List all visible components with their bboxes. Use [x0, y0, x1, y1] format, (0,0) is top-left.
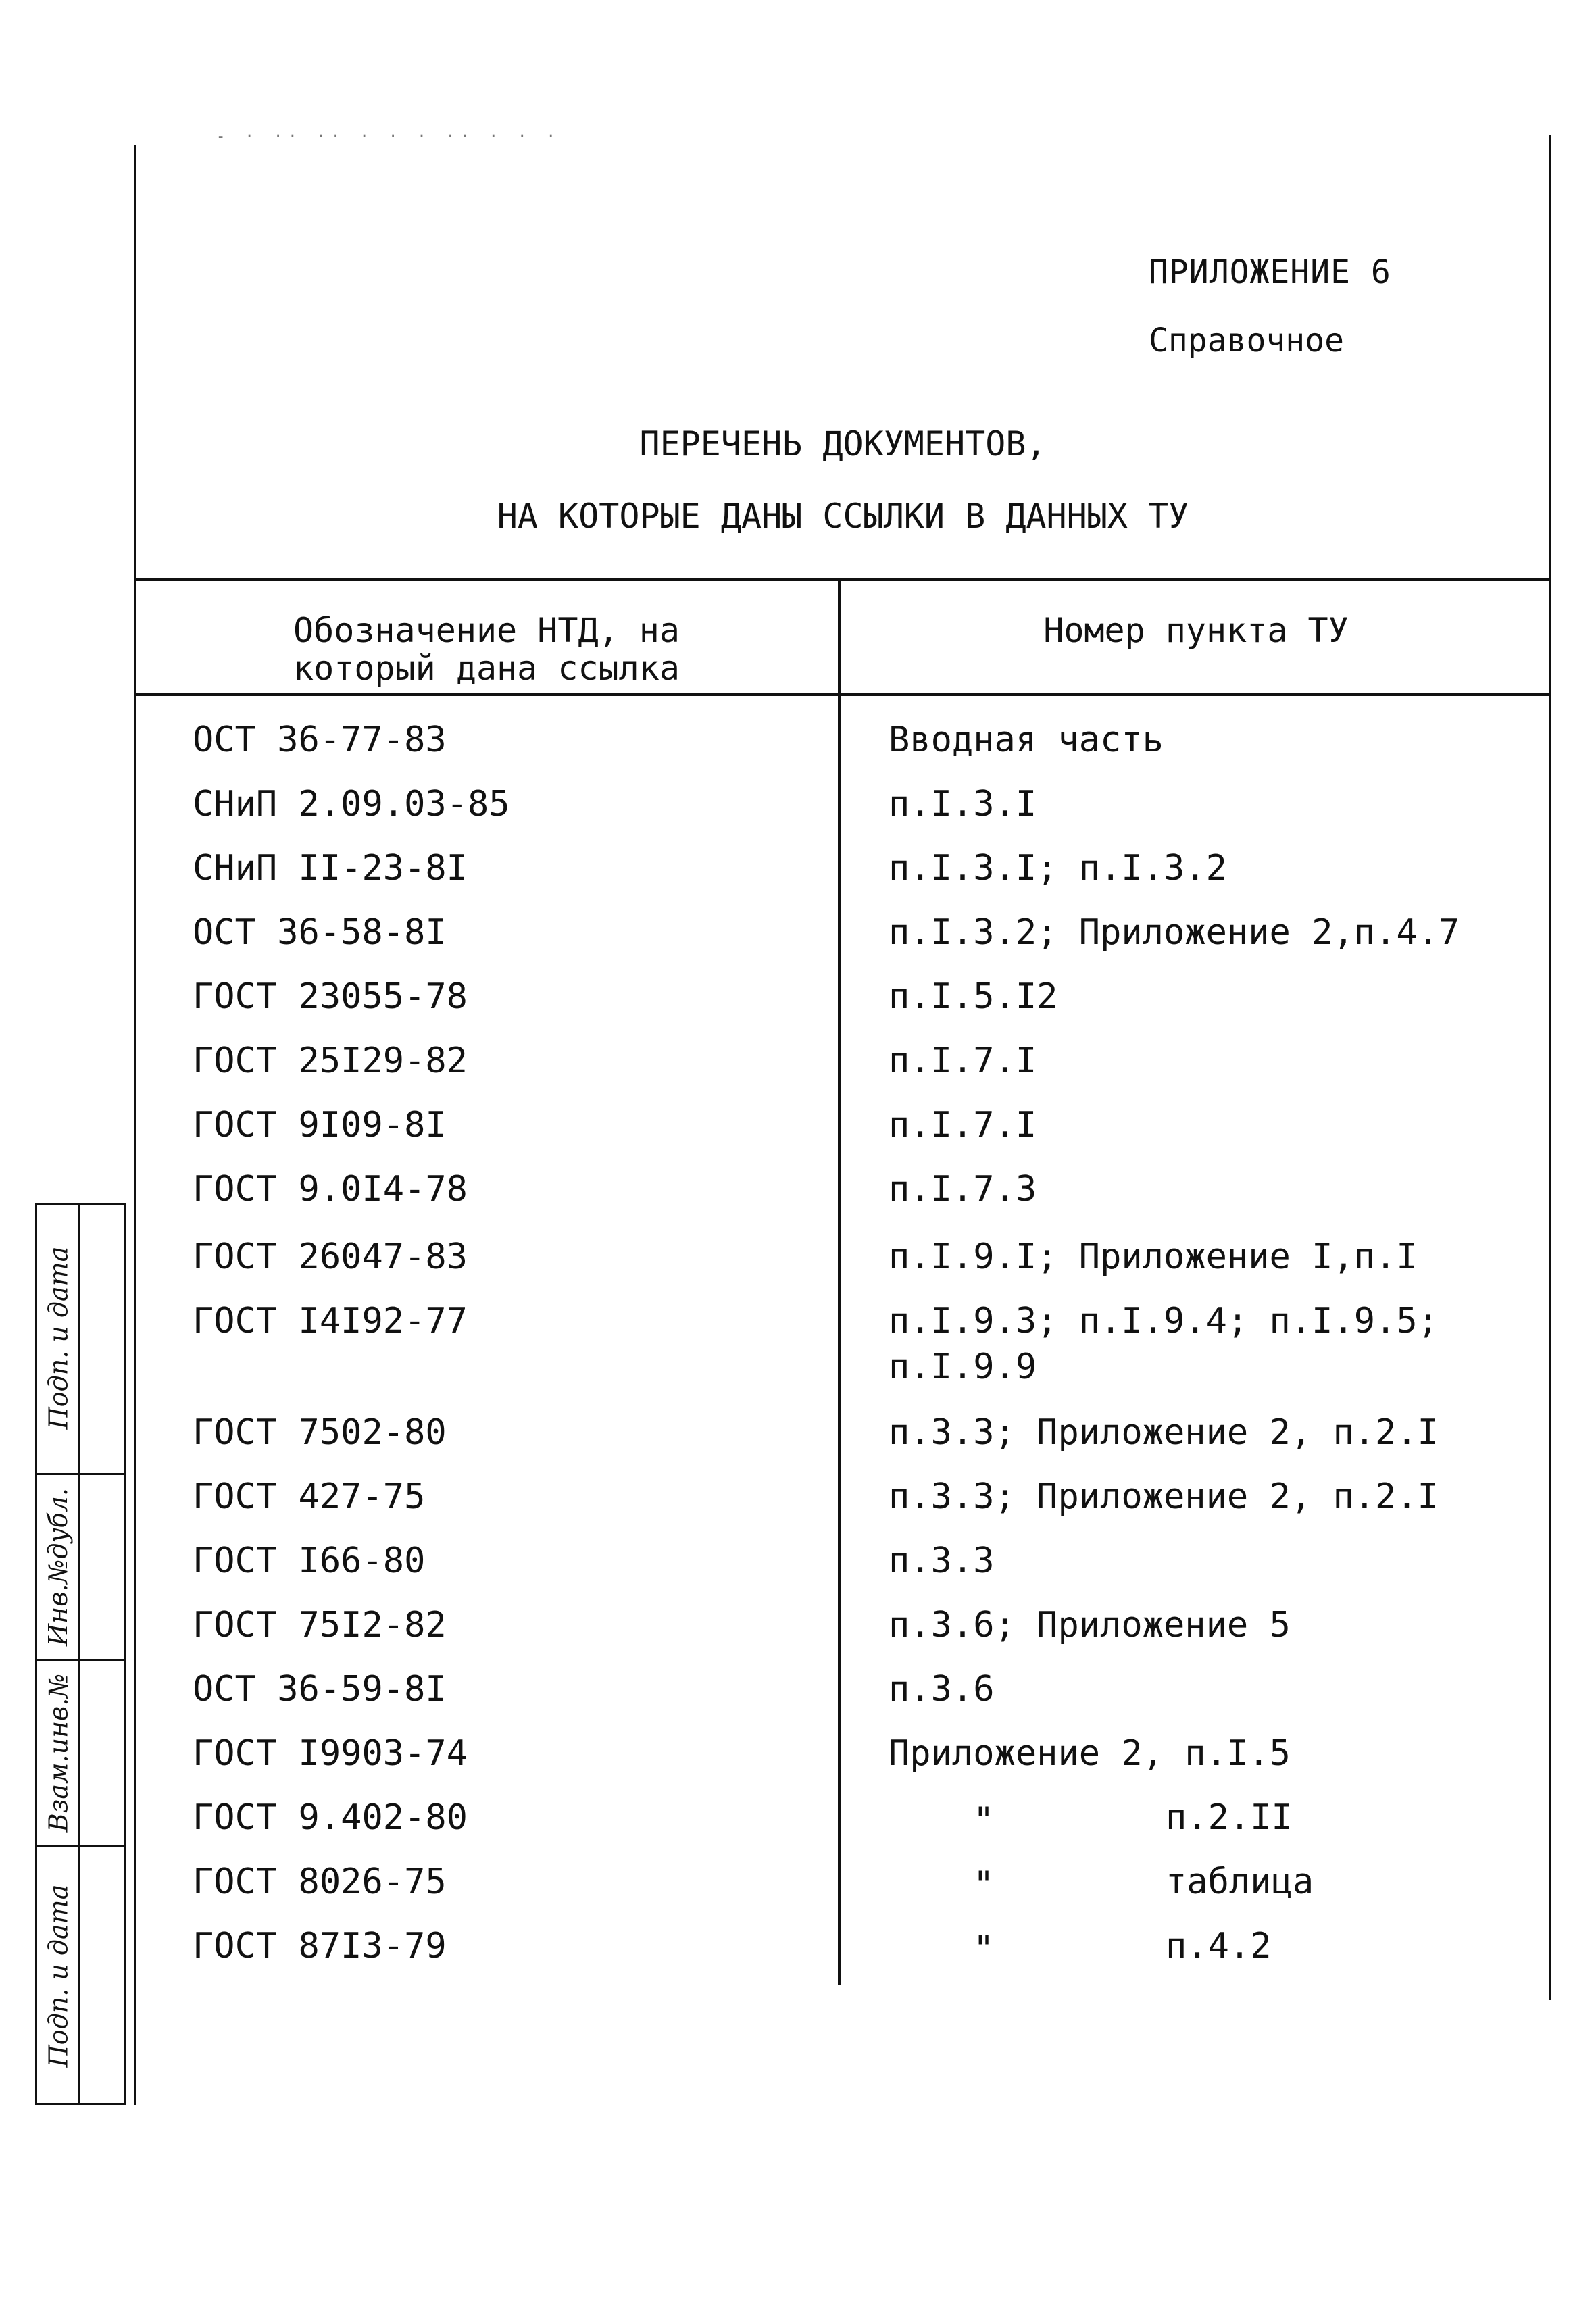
clause-reference: п.2.II: [1166, 1797, 1293, 1838]
table-row: [135, 1041, 1551, 1104]
table-row: [135, 912, 1551, 976]
doc-designation: ГОСТ I4I92-77: [193, 1301, 468, 1341]
table-row: [135, 1476, 1551, 1540]
doc-designation: ГОСТ I66-80: [193, 1541, 426, 1581]
column-header-clause-text: Номер пункта ТУ: [1043, 611, 1349, 650]
clause-reference: Приложение 2, п.I.5: [889, 1733, 1291, 1774]
stamp-label-replacement-inventory: Взам.инв.№: [43, 1673, 73, 1833]
clause-reference: п.I.3.I: [889, 784, 1037, 824]
clause-reference: п.I.7.I: [889, 1041, 1037, 1081]
doc-designation: ГОСТ 9.402-80: [193, 1797, 468, 1838]
clause-reference: п.3.6; Приложение 5: [889, 1605, 1291, 1645]
appendix-subtitle: Справочное: [1149, 322, 1344, 359]
clause-reference: п.4.2: [1166, 1926, 1272, 1966]
clause-reference: п.I.9.I; Приложение I,п.I: [889, 1237, 1418, 1277]
ditto-mark: ": [973, 1800, 995, 1841]
doc-designation: ГОСТ I9903-74: [193, 1733, 468, 1774]
clause-reference: п.3.6: [889, 1669, 995, 1710]
document-title-line-2: НА КОТОРЫЕ ДАНЫ ССЫЛКИ В ДАННЫХ ТУ: [497, 497, 1189, 536]
table-row: [135, 1541, 1551, 1604]
table-header-bottom-rule: [134, 693, 1551, 696]
clause-reference: п.3.3; Приложение 2, п.2.I: [889, 1412, 1439, 1453]
column-header-document-line-2: который дана ссылка: [293, 649, 680, 688]
table-row: [135, 1605, 1551, 1668]
doc-designation: СНиП 2.09.03-85: [193, 784, 510, 824]
doc-designation: ГОСТ 9I09-8I: [193, 1105, 447, 1145]
clause-reference: п.I.5.I2: [889, 976, 1058, 1017]
table-row: [135, 1301, 1551, 1409]
table-row: [135, 1926, 1551, 1989]
doc-designation: ГОСТ 25I29-82: [193, 1041, 468, 1081]
column-header-document-line-1: Обозначение НТД, на: [293, 611, 680, 650]
clause-reference: Вводная часть: [889, 720, 1164, 760]
table-row: [135, 1237, 1551, 1300]
table-row: [135, 1412, 1551, 1476]
column-header-document: [149, 612, 824, 687]
doc-designation: ГОСТ 427-75: [193, 1476, 426, 1517]
table-top-rule: [134, 578, 1551, 581]
clause-reference: п.I.9.3; п.I.9.4; п.I.9.5;: [889, 1301, 1439, 1341]
clause-reference: п.I.3.2; Приложение 2,п.4.7: [889, 912, 1460, 953]
stamp-label-signature-date: Подп. и дата: [43, 1246, 73, 1430]
clause-reference: п.I.3.I; п.I.3.2: [889, 848, 1227, 889]
table-row: [135, 784, 1551, 847]
table-row: [135, 1797, 1551, 1861]
clause-reference: п.3.3: [889, 1541, 995, 1581]
doc-designation: ОСТ 36-58-8I: [193, 912, 447, 953]
table-row: [135, 1169, 1551, 1233]
table-row: [135, 1669, 1551, 1733]
appendix-title: ПРИЛОЖЕНИЕ 6: [1149, 253, 1391, 291]
doc-designation: ГОСТ 23055-78: [193, 976, 468, 1017]
clause-reference: п.I.7.I: [889, 1105, 1037, 1145]
table-row: [135, 1733, 1551, 1797]
doc-designation: ГОСТ 75I2-82: [193, 1605, 447, 1645]
ditto-mark: ": [973, 1864, 995, 1905]
doc-designation: ГОСТ 26047-83: [193, 1237, 468, 1277]
table-row: [135, 1862, 1551, 1925]
document-title-line-1: ПЕРЕЧЕНЬ ДОКУМЕНТОВ,: [639, 424, 1047, 464]
column-header-clause: [858, 612, 1534, 649]
doc-designation: СНиП II-23-8I: [193, 848, 468, 889]
clause-reference: таблица: [1166, 1862, 1314, 1902]
doc-designation: ГОСТ 7502-80: [193, 1412, 447, 1453]
table-row: [135, 1105, 1551, 1168]
table-row: [135, 848, 1551, 912]
stamp-label-duplicate-inventory: Инв.№дубл.: [43, 1488, 74, 1646]
table-row: [135, 976, 1551, 1040]
clause-reference: п.I.7.3: [889, 1169, 1037, 1210]
doc-designation: ОСТ 36-59-8I: [193, 1669, 447, 1710]
stamp-label-signature-date-2: Подп. и дата: [43, 1884, 73, 2068]
doc-designation: ГОСТ 8026-75: [193, 1862, 447, 1902]
clause-reference: п.3.3; Приложение 2, п.2.I: [889, 1476, 1439, 1517]
doc-designation: ОСТ 36-77-83: [193, 720, 447, 760]
table-row: [135, 720, 1551, 783]
clause-reference-continued: п.I.9.9: [889, 1347, 1037, 1387]
doc-designation: ГОСТ 9.0I4-78: [193, 1169, 468, 1210]
side-stamp-column-divider: [78, 1203, 80, 2105]
scan-noise: - · ·· ·· · · · ·· · · ·: [216, 128, 561, 145]
ditto-mark: ": [973, 1928, 995, 1969]
doc-designation: ГОСТ 87I3-79: [193, 1926, 447, 1966]
